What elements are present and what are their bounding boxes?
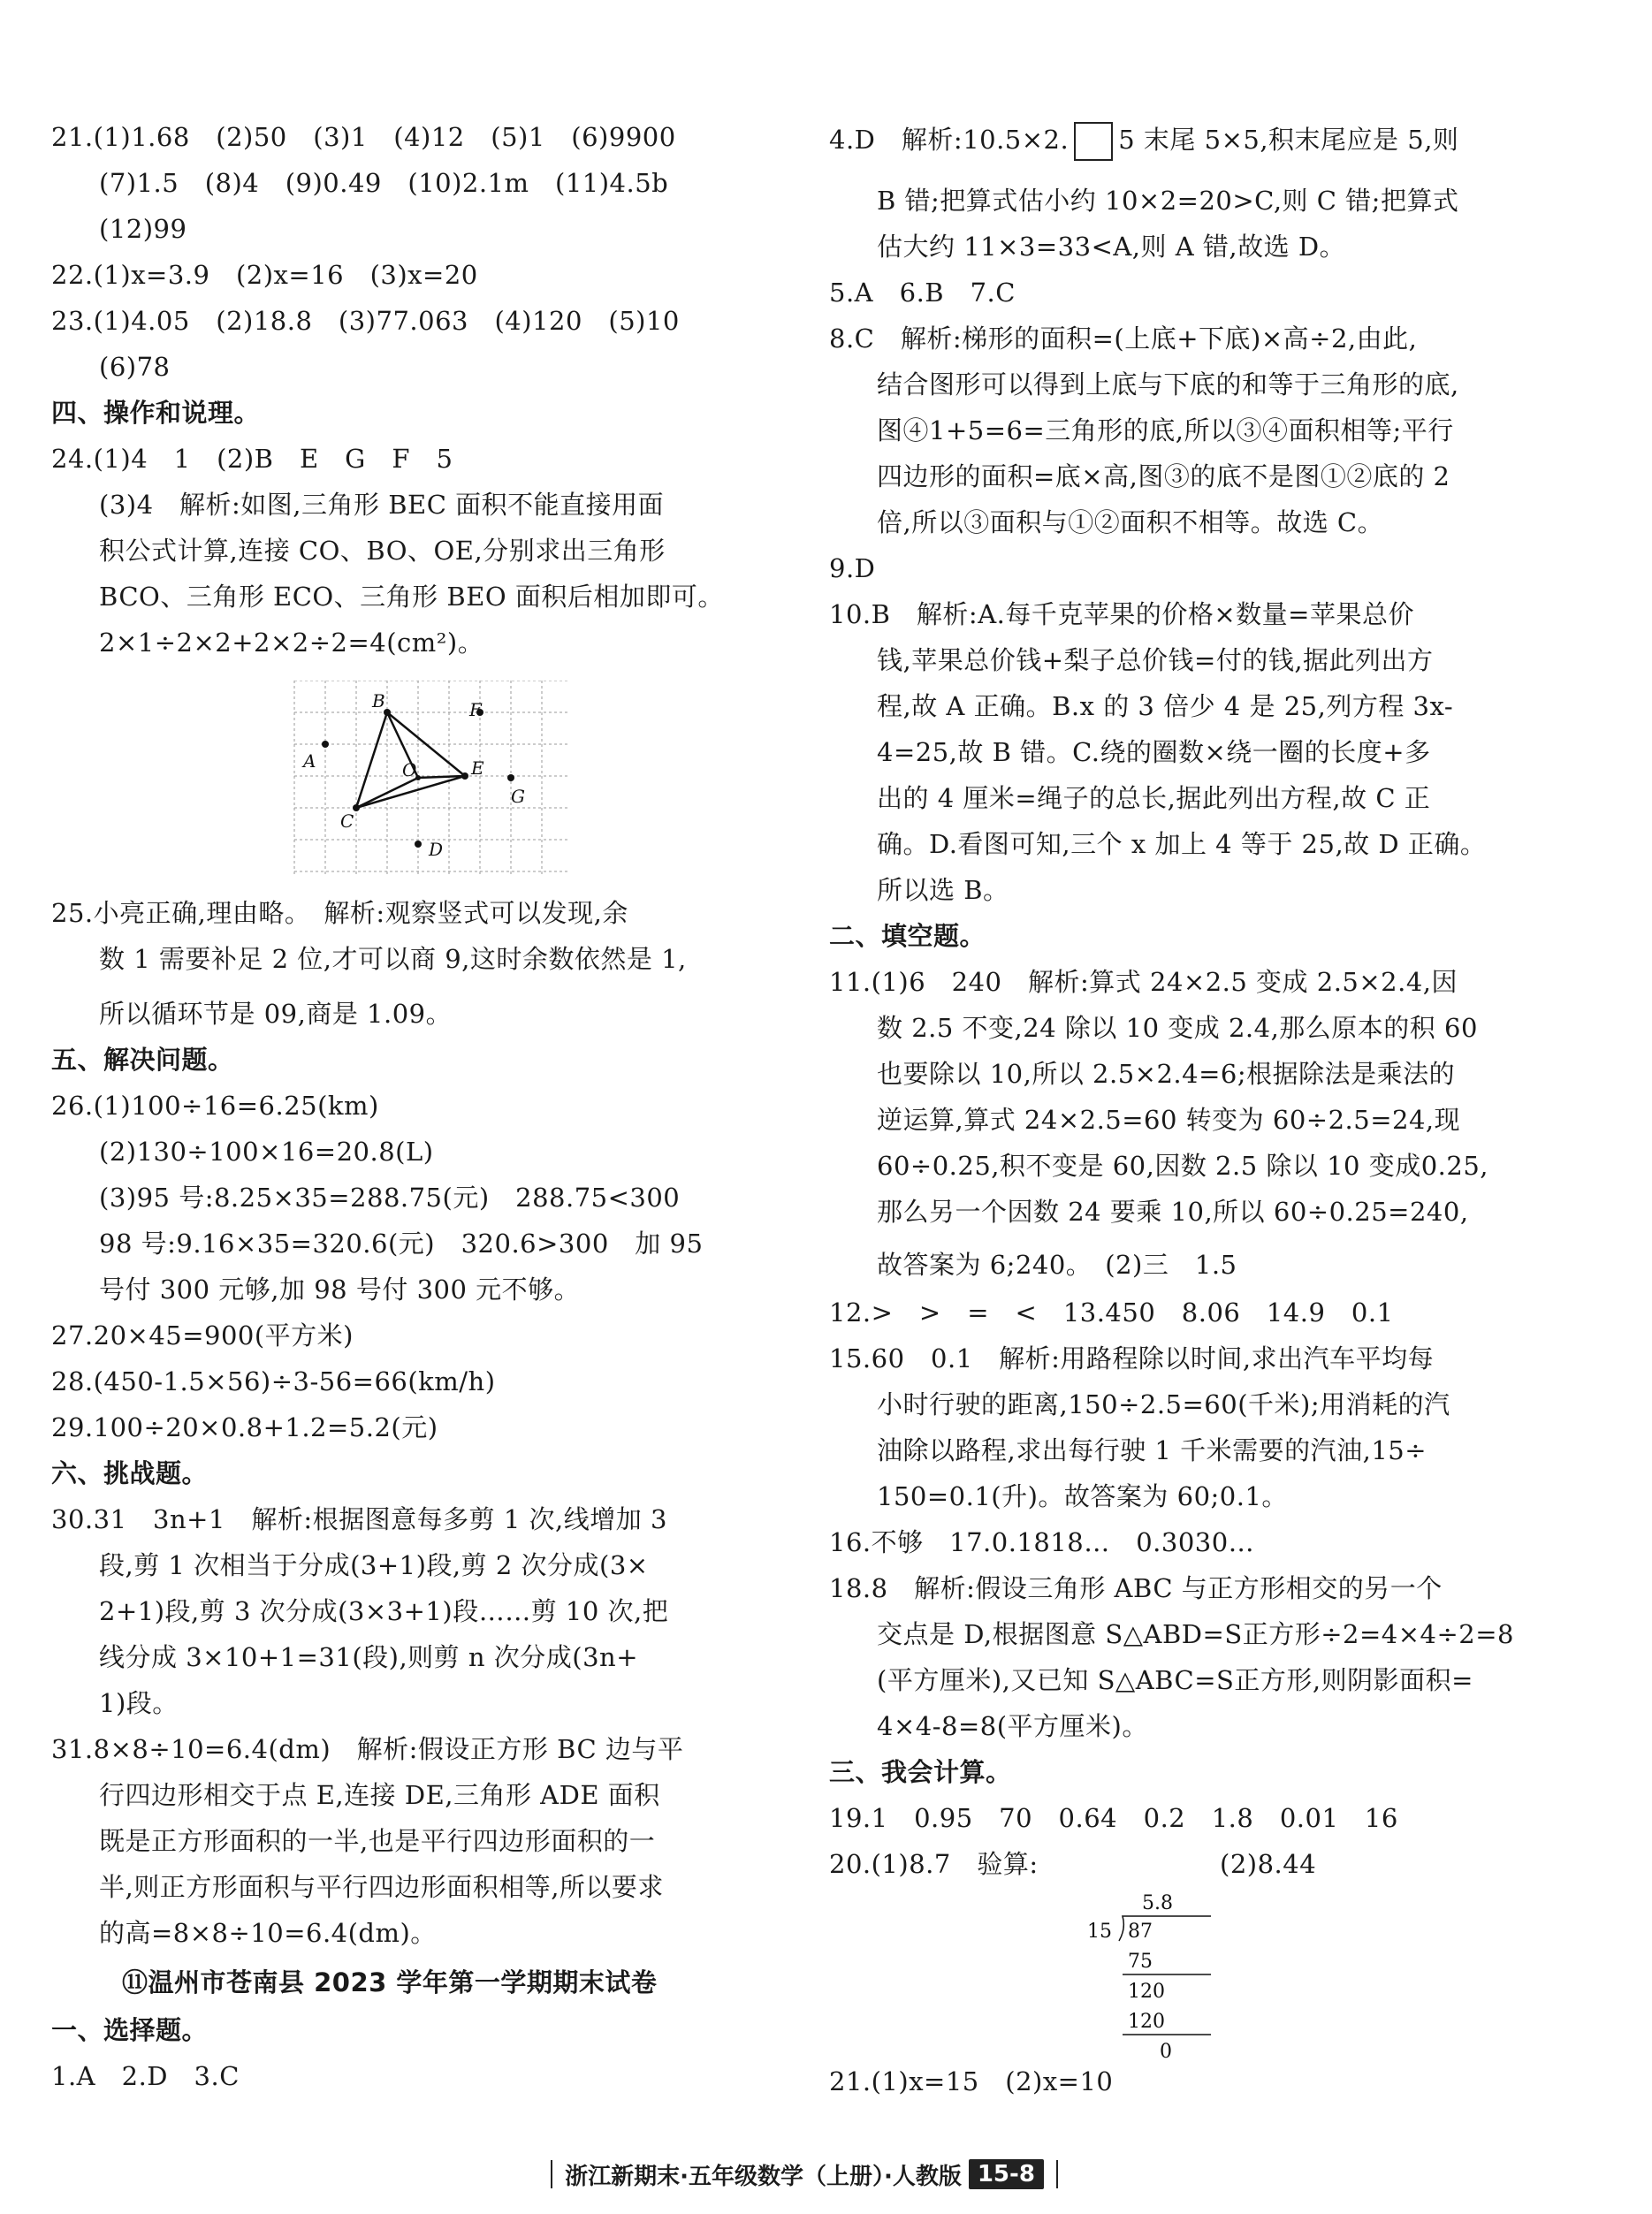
label-d: D [429,839,444,860]
answer-30-line5: 1)段。 [99,1688,179,1718]
answer-20-part1: 20.(1)8.7 验算: [829,1849,1039,1879]
answer-8-line2: 结合图形可以得到上底与下底的和等于三角形的底, [877,369,1459,399]
answer-30-line3: 2+1)段,剪 3 次分成(3×3+1)段……剪 10 次,把 [99,1596,669,1626]
answer-24-line5: 2×1÷2×2+2×2÷2=4(cm²)。 [99,628,484,658]
answer-21-line2: (7)1.5 (8)4 (9)0.49 (10)2.1m (11)4.5b [99,168,669,198]
answer-30-line1: 30.31 3n+1 解析:根据图意每多剪 1 次,线增加 3 [51,1504,667,1534]
answer-31-line3: 既是正方形面积的一半,也是平行四边形面积的一 [99,1826,656,1856]
answer-31-line5: 的高=8×8÷10=6.4(dm)。 [99,1918,437,1948]
page-number: 15-8 [969,2159,1044,2189]
answer-22: 22.(1)x=3.9 (2)x=16 (3)x=20 [51,260,478,290]
answer-18-line2: 交点是 D,根据图意 S△ABD=S正方形÷2=4×4÷2=8 [877,1619,1514,1649]
answer-18-line3: (平方厘米),又已知 S△ABC=S正方形,则阴影面积= [877,1665,1473,1695]
answer-8-line1: 8.C 解析:梯形的面积=(上底+下底)×高÷2,由此, [829,323,1418,354]
label-g: G [511,786,525,807]
div-remainder: 0 [1160,2041,1172,2063]
answer-24-line2: (3)4 解析:如图,三角形 BEC 面积不能直接用面 [99,490,665,520]
answer-26-line1: 26.(1)100÷16=6.25(km) [51,1091,379,1121]
div-quotient: 5.8 [1142,1892,1173,1914]
answer-29: 29.100÷20×0.8+1.2=5.2(元) [51,1412,438,1442]
answer-26-line4: 98 号:9.16×35=320.6(元) 320.6>300 加 95 [99,1229,704,1259]
footer-divider [551,2160,552,2188]
answer-9: 9.D [829,553,876,583]
section-heading-4: 四、操作和说理。 [51,398,261,428]
answer-27: 27.20×45=900(平方米) [51,1320,354,1350]
label-f: F [469,699,482,720]
answer-19: 19.1 0.95 70 0.64 0.2 1.8 0.01 16 [829,1803,1398,1833]
answer-10-line5: 出的 4 厘米=绳子的总长,据此列出方程,故 C 正 [877,783,1431,813]
answer-18-line1: 18.8 解析:假设三角形 ABC 与正方形相交的另一个 [829,1573,1443,1603]
div-step2: 120 [1128,1981,1165,2003]
answer-4-line3: 估大约 11×3=33<A,则 A 错,故选 D。 [877,232,1346,262]
label-o: O [402,759,417,780]
exam-title: ⑪温州市苍南县 2023 学年第一学期期末试卷 [122,1967,658,1997]
answer-11-line7: 故答案为 6;240。 (2)三 1.5 [877,1250,1237,1280]
answer-8-line4: 四边形的面积=底×高,图③的底不是图①②底的 2 [877,461,1450,491]
label-a: A [303,750,316,772]
section-heading-6: 六、挑战题。 [51,1458,209,1488]
answer-26-line2: (2)130÷100×16=20.8(L) [99,1137,434,1167]
answer-24-line1: 24.(1)4 1 (2)B E G F 5 [51,444,453,474]
page-footer [495,2157,1114,2192]
answer-30-line4: 线分成 3×10+1=31(段),则剪 n 次分成(3n+ [99,1642,639,1672]
answer-5-7: 5.A 6.B 7.C [829,278,1016,308]
footer-title: 浙江新期末·五年级数学（上册）·人教版 [565,2163,962,2190]
answer-4-line2: B 错;把算式估小约 10×2=20>C,则 C 错;把算式 [877,186,1459,216]
answer-25-line1: 25.小亮正确,理由略。 解析:观察竖式可以发现,余 [51,898,628,928]
answer-4-line1 [829,122,1458,161]
answer-4-part1: 4.D 解析:10.5×2. [829,125,1070,155]
answer-15-line2: 小时行驶的距离,150÷2.5=60(千米);用消耗的汽 [877,1389,1450,1419]
answer-15-line4: 150=0.1(升)。故答案为 60;0.1。 [877,1481,1288,1511]
answer-23-line1: 23.(1)4.05 (2)18.8 (3)77.063 (4)120 (5)10 [51,306,680,336]
answer-10-line3: 程,故 A 正确。B.x 的 3 倍少 4 是 25,列方程 3x- [877,691,1454,721]
answer-10-line1: 10.B 解析:A.每千克苹果的价格×数量=苹果总价 [829,599,1414,629]
answer-10-line4: 4=25,故 B 错。C.绕的圈数×绕一圈的长度+多 [877,737,1431,767]
section-heading-5: 五、解决问题。 [51,1045,234,1075]
answer-16-17: 16.不够 17.0.1818… 0.3030… [829,1527,1255,1557]
div-step1: 75 [1128,1951,1153,1973]
answer-10-line7: 所以选 B。 [877,875,1009,905]
section-heading-3: 三、我会计算。 [829,1757,1012,1787]
div-divisor: 15 [1087,1921,1112,1943]
answer-31-line1: 31.8×8÷10=6.4(dm) 解析:假设正方形 BC 边与平 [51,1734,684,1764]
div-step3: 120 [1128,2011,1165,2033]
answer-25-line2: 数 1 需要补足 2 位,才可以商 9,这时余数依然是 1, [99,944,687,974]
div-dividend: 87 [1128,1921,1153,1943]
answer-11-line4: 逆运算,算式 24×2.5=60 转变为 60÷2.5=24,现 [877,1105,1461,1135]
label-e: E [471,757,484,779]
footer-divider-right [1056,2160,1058,2188]
answer-31-line4: 半,则正方形面积与平行四边形面积相等,所以要求 [99,1872,664,1902]
answer-12-14: 12.> > = < 13.450 8.06 14.9 0.1 [829,1297,1394,1328]
answer-15-line3: 油除以路程,求出每行驶 1 千米需要的汽油,15÷ [877,1435,1427,1465]
answer-25-line3: 所以循环节是 09,商是 1.09。 [99,999,453,1029]
label-b: B [372,690,385,711]
answer-21-right: 21.(1)x=15 (2)x=10 [829,2066,1114,2096]
answer-24-line4: BCO、三角形 ECO、三角形 BEO 面积后相加即可。 [99,582,724,612]
answer-15-line1: 15.60 0.1 解析:用路程除以时间,求出汽车平均每 [829,1343,1435,1373]
answer-11-line3: 也要除以 10,所以 2.5×2.4=6;根据除法是乘法的 [877,1059,1456,1089]
answer-28: 28.(450-1.5×56)÷3-56=66(km/h) [51,1366,496,1396]
long-division-check [1087,1883,1220,2077]
answer-18-line4: 4×4-8=8(平方厘米)。 [877,1711,1148,1741]
answer-24-line3: 积公式计算,连接 CO、BO、OE,分别求出三角形 [99,536,666,566]
answer-10-line6: 确。D.看图可知,三个 x 加上 4 等于 25,故 D 正确。 [877,829,1487,859]
triangle-grid-diagram [241,681,568,910]
answer-23-line2: (6)78 [99,352,171,382]
answer-10-line2: 钱,苹果总价钱+梨子总价钱=付的钱,据此列出方 [877,645,1434,675]
answer-31-line2: 行四边形相交于点 E,连接 DE,三角形 ADE 面积 [99,1780,660,1810]
answer-26-line5: 号付 300 元够,加 98 号付 300 元不够。 [99,1274,581,1305]
answer-8-line5: 倍,所以③面积与①②面积不相等。故选 C。 [877,507,1384,537]
answer-8-line3: 图④1+5=6=三角形的底,所以③④面积相等;平行 [877,415,1454,445]
answer-21-line1: 21.(1)1.68 (2)50 (3)1 (4)12 (5)1 (6)9900 [51,122,676,152]
answer-11-line2: 数 2.5 不变,24 除以 10 变成 2.4,那么原本的积 60 [877,1013,1478,1043]
answer-20-part2: (2)8.44 [1220,1849,1317,1879]
blank-box [1074,122,1113,161]
answer-11-line5: 60÷0.25,积不变是 60,因数 2.5 除以 10 变成0.25, [877,1151,1489,1181]
answer-30-line2: 段,剪 1 次相当于分成(3+1)段,剪 2 次分成(3× [99,1550,649,1580]
answer-26-line3: (3)95 号:8.25×35=288.75(元) 288.75<300 [99,1183,681,1213]
answer-1-3: 1.A 2.D 3.C [51,2061,240,2091]
section-heading-1: 一、选择题。 [51,2015,209,2045]
section-heading-2: 二、填空题。 [829,921,986,951]
answer-11-line1: 11.(1)6 240 解析:算式 24×2.5 变成 2.5×2.4,因 [829,967,1458,997]
answer-21-line3: (12)99 [99,214,187,244]
answer-4-part2: 5 末尾 5×5,积末尾应是 5,则 [1118,125,1459,155]
label-c: C [340,810,354,832]
answer-11-line6: 那么另一个因数 24 要乘 10,所以 60÷0.25=240, [877,1197,1469,1227]
